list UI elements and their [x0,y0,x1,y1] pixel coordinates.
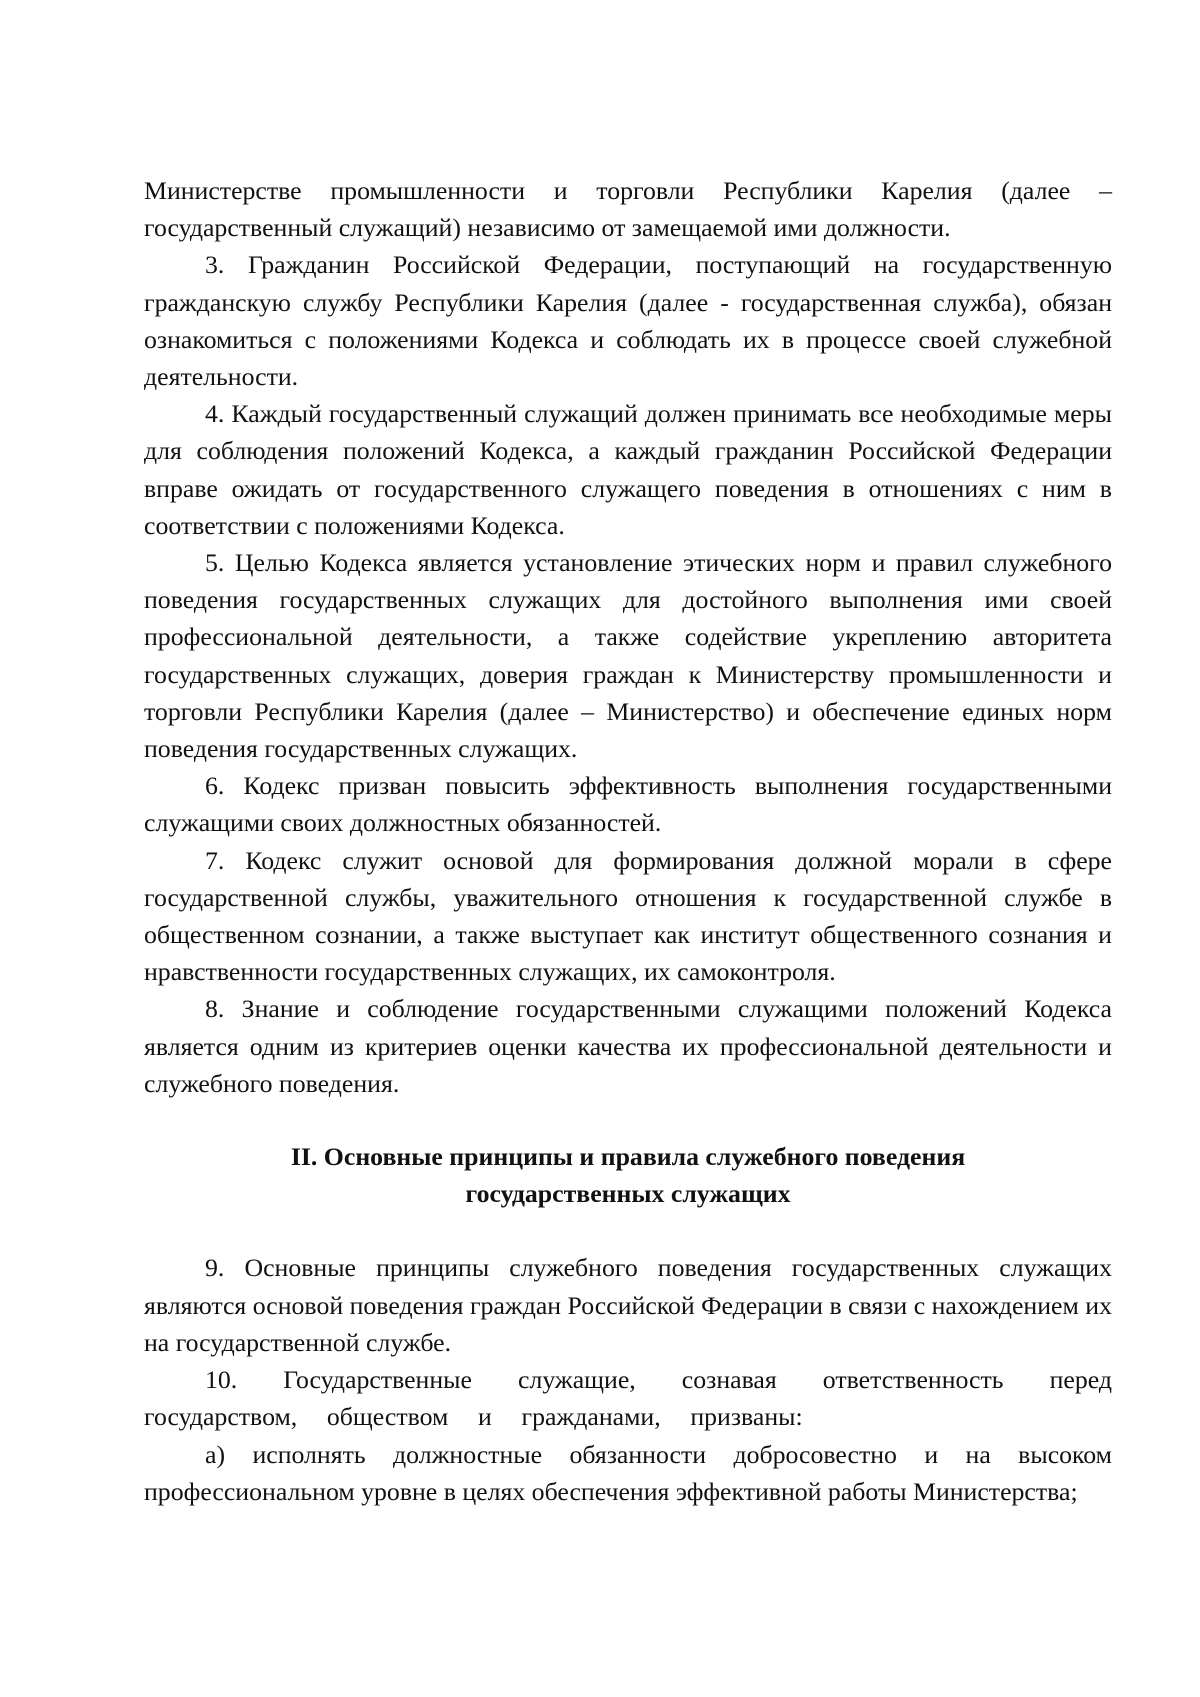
paragraph-6: 6. Кодекс призван повысить эффективность выполнения государственными служащими своих должностных обязанностей. [144,771,1112,838]
section-heading-line-1: II. Основные принципы и правила служебного поведения [290,1142,966,1172]
paragraph-2-continuation: Министерстве промышленности и торговли Республики Карелия (далее – государственный служащий) независимо от замещаемой ими должности. [144,176,1112,243]
document-body [144,172,1112,1510]
paragraph-7: 7. Кодекс служит основой для формирования должной морали в сфере государственной службы, уважительного отношения к государственной службе в общественном сознании, а также выступает как институт общественного сознания и нравственности государственных служащих, их самоконтроля. [144,845,1112,987]
paragraph-10a: а) исполнять должностные обязанности добросовестно и на высоком профессиональном уровне в целях обеспечения эффективной работы Министерства; [144,1439,1112,1506]
paragraph-3: 3. Гражданин Российской Федерации, поступающий на государственную гражданскую службу Республики Карелия (далее - государственная служба), обязан ознакомиться с положениями Кодекса и соблюдать их в процессе своей служебной деятельности. [144,250,1112,392]
section-heading-line-2: государственных служащих [465,1179,791,1209]
paragraph-9: 9. Основные принципы служебного поведения государственных служащих являются основой поведения граждан Российской Федерации в связи с нахождением их на государственной службе. [144,1253,1112,1357]
paragraph-5: 5. Целью Кодекса является установление этических норм и правил служебного поведения государственных служащих для достойного выполнения ими своей профессиональной деятельности, а также содействие укреплению авторитета государственных служащих, доверия граждан к Министерству промышленности и торговли Республики Карелия (далее – Министерство) и обеспечение единых норм поведения государственных служащих. [144,548,1112,764]
paragraph-10: 10. Государственные служащие, сознавая ответственность перед государством, обществом и гражданами, призваны: [144,1365,1112,1432]
paragraph-4: 4. Каждый государственный служащий должен принимать все необходимые меры для соблюдения положений Кодекса, а каждый гражданин Российской Федерации вправе ожидать от государственного служащего поведения в отношениях с ним в соответствии с положениями Кодекса. [144,399,1112,540]
section-heading [144,1138,1112,1212]
paragraph-8: 8. Знание и соблюдение государственными служащими положений Кодекса является одним из критериев оценки качества их профессиональной деятельности и служебного поведения. [144,994,1112,1098]
